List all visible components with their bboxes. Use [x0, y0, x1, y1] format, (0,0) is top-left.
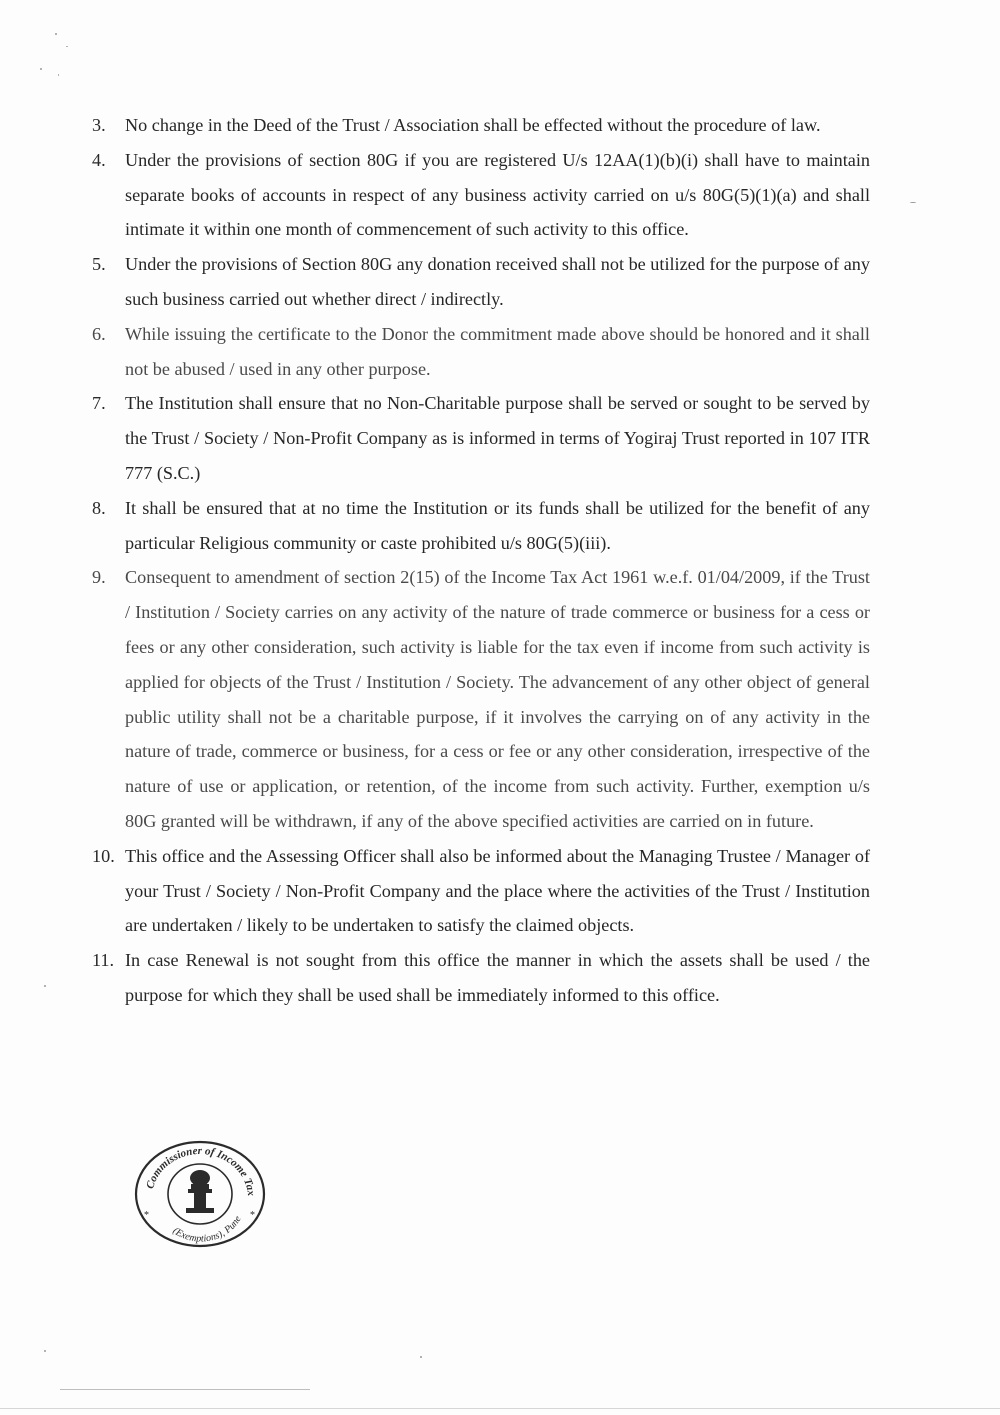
conditions-list: [92, 108, 870, 1013]
seal-lower-text: (Exemptions), Pune: [170, 1214, 244, 1245]
item-number: 7.: [92, 393, 106, 414]
seal-star-right: *: [250, 1210, 255, 1221]
condition-item-11: [92, 943, 870, 1013]
item-text: In case Renewal is not sought from this office the manner in which the assets shall be used / the purpose for which they shall be used shall be immediately informed to this office.: [125, 950, 870, 1005]
item-text: This office and the Assessing Officer shall also be informed about the Managing Trustee / Manager of your Trust / Society / Non-Profit Company and the place where the activities of the Trust / Institution are undertaken / likely to be undertaken to satisfy the claimed objects.: [125, 845, 870, 936]
item-text: Under the provisions of section 80G if you are registered U/s 12AA(1)(b)(i) shall have to maintain separate books of accounts in respect of any business activity carried on u/s 80G(5)(1)(a) and shall intimate it within one month of commencement of such activity to this office.: [125, 149, 870, 240]
item-text: Under the provisions of Section 80G any donation received shall not be utilized for the purpose of any such business carried out whether direct / indirectly.: [125, 254, 870, 309]
condition-item-6: [92, 317, 870, 387]
item-number: 9.: [92, 567, 106, 588]
item-text: While issuing the certificate to the Donor the commitment made above should be honored and it shall not be abused / used in any other purpose.: [125, 323, 870, 379]
item-number: 4.: [92, 149, 106, 170]
item-number: 11.: [92, 950, 115, 971]
item-text: Consequent to amendment of section 2(15) of the Income Tax Act 1961 w.e.f. 01/04/2009, if the Trust / Institution / Society carries on any activity of the nature of trade commerce or business for a cess or fees or any other consideration, such activity is liable for the tax even if income from such activity is applied for objects of the Trust / Institution / Society. The advancement of any other object of general public utility shall not be a charitable purpose, if it involves the carrying on of any activity in the nature of trade, commerce or business, for a cess or fee or any other consideration, irrespective of the nature of use or application, or retention, of the income from such activity. Further, exemption u/s 80G granted will be withdrawn, if any of the above specified activities are carried on in future.: [125, 567, 870, 831]
item-number: 3.: [92, 115, 106, 135]
item-number: 5.: [92, 254, 106, 275]
scan-edge-line: [60, 1389, 310, 1390]
item-number: 8.: [92, 497, 106, 518]
item-text: No change in the Deed of the Trust / Association shall be effected without the procedure of law.: [125, 115, 821, 135]
seal-star-left: *: [144, 1210, 149, 1221]
condition-item-5: [92, 247, 870, 317]
condition-item-3: [92, 108, 870, 143]
item-number: 6.: [92, 323, 106, 344]
item-text: The Institution shall ensure that no Non-Charitable purpose shall be served or sought to be served by the Trust / Society / Non-Profit Company as is informed in terms of Yogiraj Trust reported in 107 ITR 777 (S.C.): [125, 393, 870, 483]
emblem-icon: [186, 1170, 214, 1213]
condition-item-8: [92, 491, 870, 561]
condition-item-10: [92, 839, 870, 943]
item-number: 10.: [92, 845, 115, 866]
condition-item-9: [92, 560, 870, 838]
seal-upper-text: Commissioner of Income Tax: [144, 1144, 257, 1197]
official-seal-stamp: [130, 1138, 270, 1248]
condition-item-7: [92, 386, 870, 490]
item-text: It shall be ensured that at no time the Institution or its funds shall be utilized for the benefit of any particular Religious community or caste prohibited u/s 80G(5)(iii).: [125, 497, 870, 553]
condition-item-4: [92, 143, 870, 247]
scan-bottom-line: [0, 1408, 1000, 1409]
